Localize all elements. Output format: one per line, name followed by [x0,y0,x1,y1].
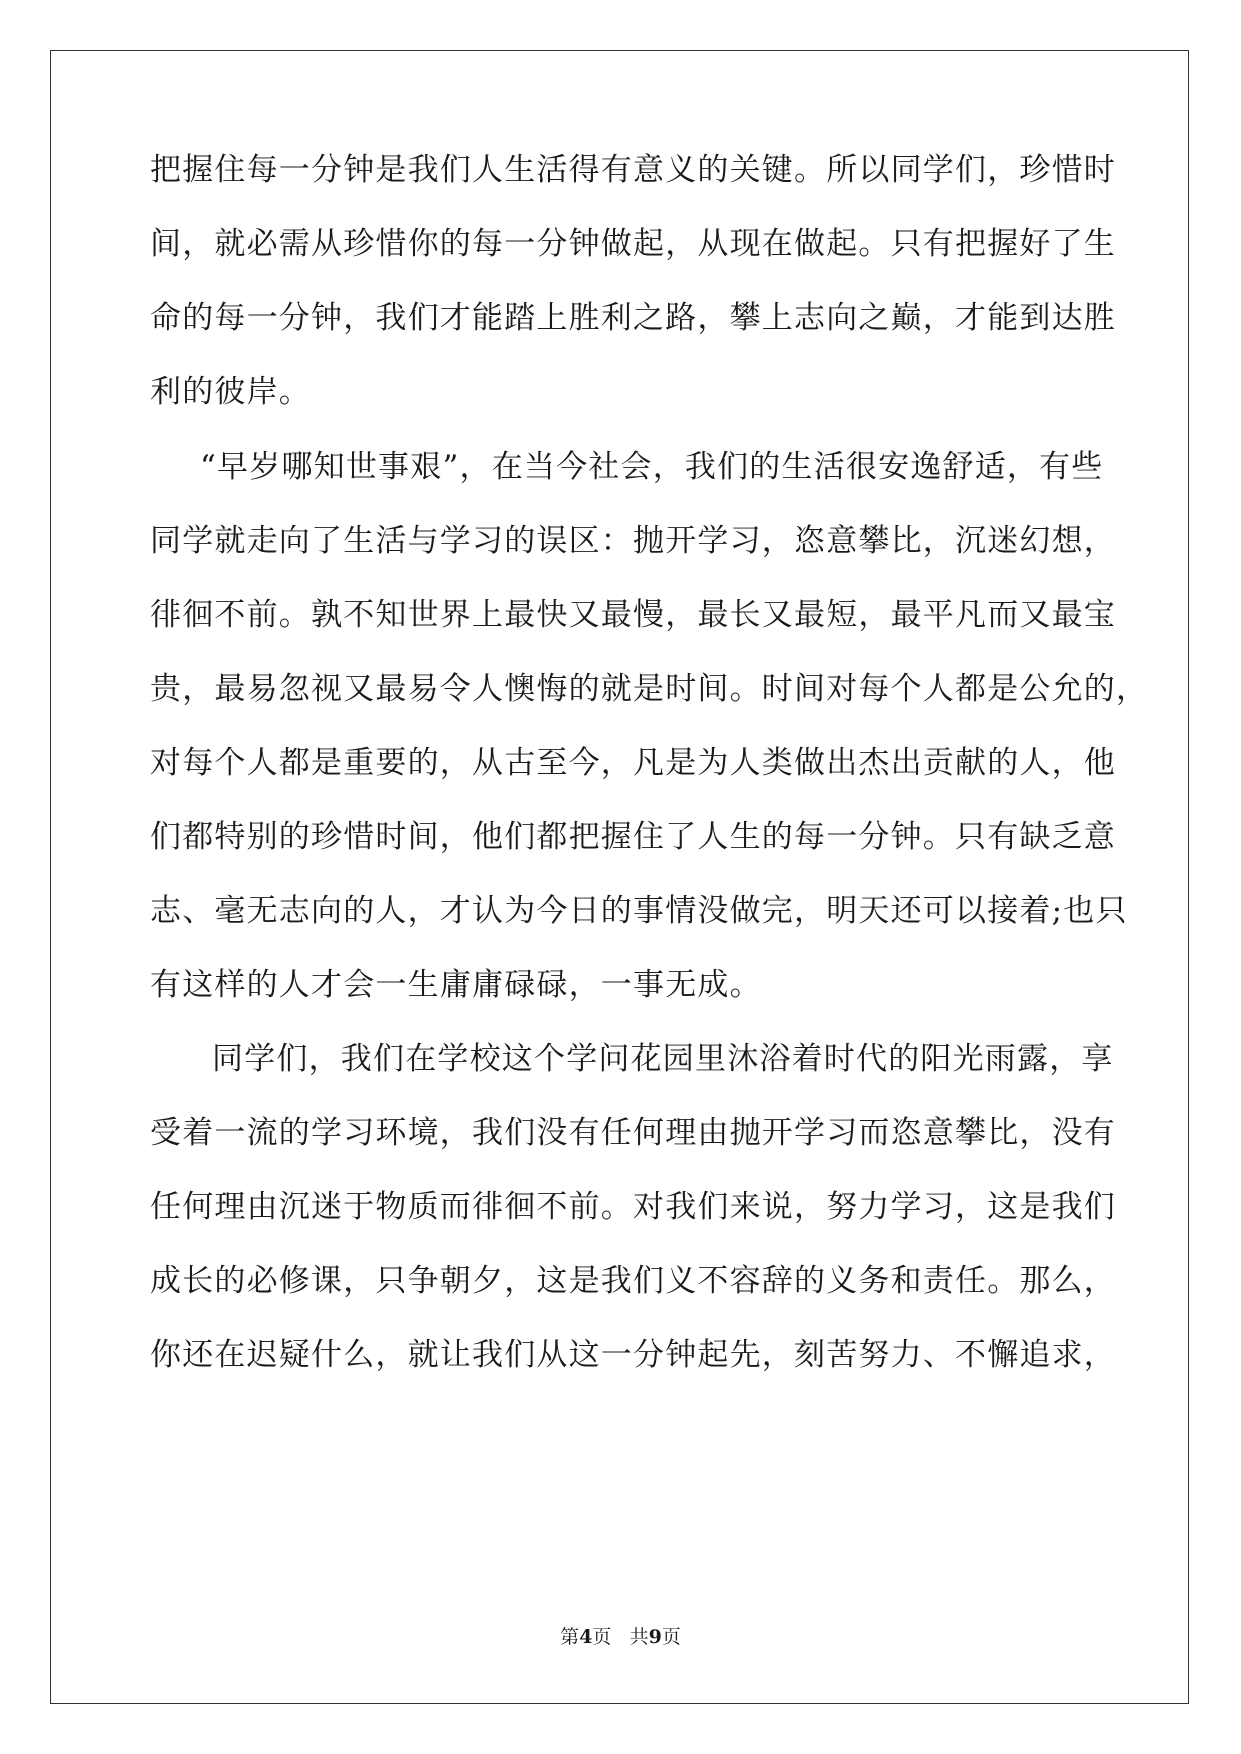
text-line: 有这样的人才会一生庸庸碌碌，一事无成。 [150,967,762,1003]
text-line: 同学就走向了生活与学习的误区：抛开学习，恣意攀比，沉迷幻想， [150,523,1116,559]
text-line: 利的彼岸。 [150,374,311,410]
text-line: 对每个人都是重要的，从古至今，凡是为人类做出杰出贡献的人，他 [150,745,1116,781]
text-line: 成长的必修课，只争朝夕，这是我们义不容辞的义务和责任。那么， [150,1263,1116,1299]
text-line: 受着一流的学习环境，我们没有任何理由抛开学习而恣意攀比，没有 [150,1115,1116,1151]
total-prefix: 共 [629,1626,649,1648]
page-footer [0,1625,1241,1649]
text-line: 们都特别的珍惜时间，他们都把握住了人生的每一分钟。只有缺乏意 [150,819,1116,855]
text-line: 把握住每一分钟是我们人生活得有意义的关键。所以同学们，珍惜时 [150,152,1116,188]
text-line: 徘徊不前。孰不知世界上最快又最慢，最长又最短，最平凡而又最宝 [150,597,1116,633]
text-line: 贵，最易忽视又最易令人懊悔的就是时间。时间对每个人都是公允的， [150,671,1149,707]
text-line: 命的每一分钟，我们才能踏上胜利之路，攀上志向之巅，才能到达胜 [150,300,1116,336]
text-line: 你还在迟疑什么，就让我们从这一分钟起先，刻苦努力、不懈追求， [150,1337,1116,1373]
text-line: 同学们，我们在学校这个学问花园里沐浴着时代的阳光雨露，享 [212,1041,1114,1077]
page-prefix: 第 [560,1626,580,1648]
text-line: 间，就必需从珍惜你的每一分钟做起，从现在做起。只有把握好了生 [150,226,1116,262]
page-unit: 页 [592,1626,612,1648]
total-pages: 9 [648,1626,662,1648]
total-unit: 页 [661,1626,681,1648]
text-line: “早岁哪知世事艰”，在当今社会，我们的生活很安逸舒适，有些 [200,449,1104,485]
text-line: 志、毫无志向的人，才认为今日的事情没做完，明天还可以接着;也只 [150,893,1128,929]
text-line: 任何理由沉迷于物质而徘徊不前。对我们来说，努力学习，这是我们 [150,1189,1116,1225]
page-number: 4 [579,1626,593,1648]
